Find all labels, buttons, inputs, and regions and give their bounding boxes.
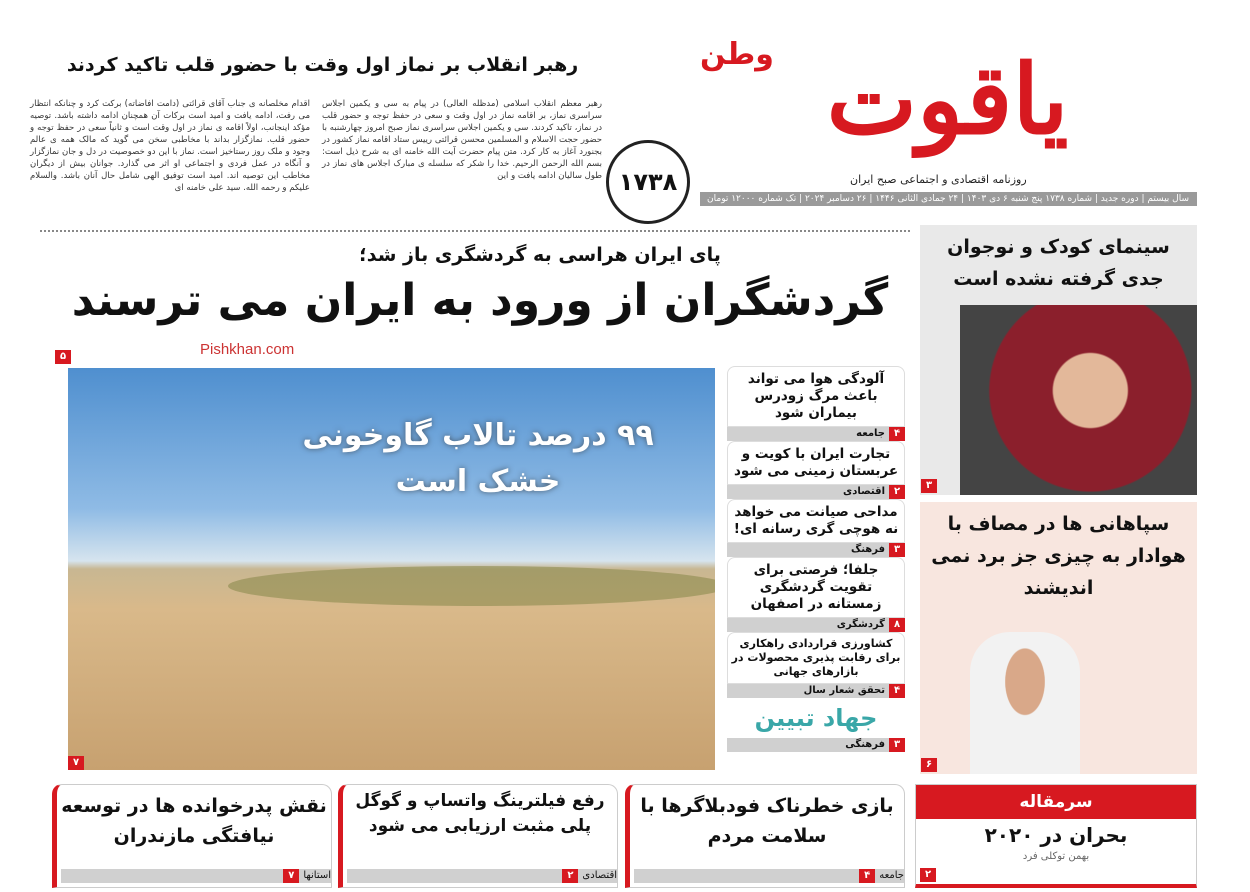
divider <box>40 230 910 232</box>
page-number-badge: ۲ <box>562 869 578 883</box>
bottom-story-category: استانها <box>303 870 331 881</box>
lead-story-column-right: رهبر معظم انقلاب اسلامی (مدظله العالی) در پیام به سی و یکمین اجلاس سراسری نماز، بر اقامه نماز در اول وقت و سعی در حفظ توجه و حضور قلب در نماز، تاکید کردند. سی و یکمین اجلاس سراسری نماز صبح امروز چهارشنبه با حضور حجت الاسلام و المسلمین محسن قرائتی رییس ستاد اقامه نماز کشور در بجنورد آغاز به کار کرد. متن پیام حضرت آیت الله خامنه ای به شرح ذیل است: بسم الله الرحمن الرحیم. خدا را شکر که سلسله ی مبارک اجلاس های نماز در طول سالیان ادامه یافت و این <box>322 99 602 181</box>
issue-number: ۱۷۳۸ <box>606 140 690 224</box>
side-item[interactable] <box>727 557 905 632</box>
right-story-title: سپاهانی ها در مصاف با هوادار به چیزی جز برد نمی اندیشند <box>931 513 1186 599</box>
bottom-story-title: بازی خطرناک فودبلاگرها با سلامت مردم <box>640 795 894 847</box>
editorial-box[interactable] <box>915 784 1197 888</box>
page-number-badge: ۳ <box>889 738 905 752</box>
side-item[interactable] <box>727 499 905 557</box>
editorial-label: سرمقاله <box>916 785 1196 819</box>
side-item-title: تجارت ایران با کویت و عربستان زمینی می شود <box>727 441 905 485</box>
bottom-story-category: اقتصادی <box>582 870 617 881</box>
side-column <box>727 366 905 752</box>
main-headline[interactable]: گردشگران از ورود به ایران می ترسند <box>71 275 889 326</box>
page-number-badge: ۷ <box>68 756 84 770</box>
lead-story-column-left: اقدام مخلصانه ی جناب آقای قرائتی (دامت افاضاته) برکت کرد و چنانکه انتظار می رفت، ادامه یافت و امید است برکات آن همچنان ادامه داشته باشد. توصیه مؤکد اینجانب، اولاً اقامه ی نماز در اول وقت است و ثانیاً سعی در حفظ توجه و حضور قلب. نمازگزار بداند با مخاطبی سخن می گوید که مالک همه ی عالم وجود و ملک روز رستاخیز است. نماز با این دو خصوصیت در دل و جان نمازگزار و آنگاه در عمل فردی و اجتماعی او اثر می گذارد. جوانان بیش از دیگران مخاطب این توصیه اند. امید است توفیق الهی شامل حال آنان باشد. والسلام علیکم و رحمه الله. سید علی خامنه ای <box>30 99 310 193</box>
side-item[interactable] <box>727 698 905 752</box>
vegetation <box>228 566 715 606</box>
lead-story-title[interactable]: رهبر انقلاب بر نماز اول وقت با حضور قلب تاکید کردند <box>66 54 579 76</box>
bottom-story[interactable] <box>625 784 905 888</box>
page-number-badge: ۴ <box>889 427 905 441</box>
main-kicker: پای ایران هراسی به گردشگری باز شد؛ <box>359 244 721 266</box>
coach-photo <box>970 632 1080 774</box>
dateline: سال بیستم | دوره جدید | شماره ۱۷۳۸ پنج شنبه ۶ دی ۱۴۰۳ | ۲۴ جمادی الثانی ۱۴۴۶ | ۲۶ دسامبر ۲۰۲۴ | تک شماره ۱۲۰۰۰ تومان <box>700 192 1197 206</box>
page-number-badge: ۷ <box>283 869 299 883</box>
side-item[interactable] <box>727 632 905 698</box>
page-number-badge: ۶ <box>921 758 937 772</box>
masthead-logo <box>700 37 1195 190</box>
page-number-badge: ۲ <box>920 868 936 882</box>
logo-small-text: وطن <box>700 37 774 72</box>
logo-text: یاقوت <box>826 43 1069 156</box>
side-item-category: فرهنگ <box>850 544 885 555</box>
page-number-badge: ۴ <box>859 869 875 883</box>
jihad-tabyin-logo: جهاد تبیین <box>727 698 905 738</box>
page-number-badge: ۲ <box>889 485 905 499</box>
page-number-badge: ۸ <box>889 618 905 632</box>
right-story[interactable] <box>920 502 1197 774</box>
side-item-title: کشاورزی قراردادی راهکاری برای رقابت پذیری محصولات در بازارهای جهانی <box>727 632 905 684</box>
side-item[interactable] <box>727 441 905 499</box>
logo-subtitle: روزنامه اقتصادی و اجتماعی صبح ایران <box>850 173 1027 186</box>
bottom-story-title: رفع فیلترینگ واتساپ و گوگل پلی مثبت ارزیابی می شود <box>355 791 605 836</box>
right-story[interactable] <box>920 225 1197 495</box>
editorial-author: بهمن توکلی فرد <box>1022 851 1090 862</box>
lagoon-photo[interactable] <box>68 368 715 770</box>
side-item-title: جلفا؛ فرصتی برای تقویت گردشگری زمستانه در اصفهان <box>727 557 905 618</box>
page-number-badge: ۵ <box>55 350 71 364</box>
portrait-photo <box>960 305 1197 495</box>
side-item-category: تحقق شعار سال <box>803 685 885 696</box>
side-item-category: گردشگری <box>836 619 885 630</box>
editorial-title: بحران در ۲۰۲۰ <box>984 823 1128 847</box>
watermark: Pishkhan.com <box>200 341 295 358</box>
page-number-badge: ۳ <box>921 479 937 493</box>
page-number-badge: ۴ <box>889 684 905 698</box>
photo-headline: ۹۹ درصد تالاب گاوخونی خشک است <box>302 418 654 499</box>
bottom-story-category: جامعه <box>879 870 904 881</box>
side-item-category: فرهنگی <box>845 739 885 750</box>
side-item-title: مداحی صیانت می خواهد نه هوچی گری رسانه ای! <box>727 499 905 543</box>
side-item-category: جامعه <box>856 428 885 439</box>
right-story-title: سینمای کودک و نوجوان جدی گرفته نشده است <box>947 236 1170 290</box>
page-number-badge: ۳ <box>889 543 905 557</box>
side-item-title: آلودگی هوا می تواند باعث مرگ زودرس بیماران شود <box>727 366 905 427</box>
bottom-story[interactable] <box>338 784 618 888</box>
side-item-category: اقتصادی <box>843 486 885 497</box>
bottom-story[interactable] <box>52 784 332 888</box>
bottom-story-title: نقش پدرخوانده ها در توسعه نیافتگی مازندران <box>61 795 327 847</box>
side-item[interactable] <box>727 366 905 441</box>
